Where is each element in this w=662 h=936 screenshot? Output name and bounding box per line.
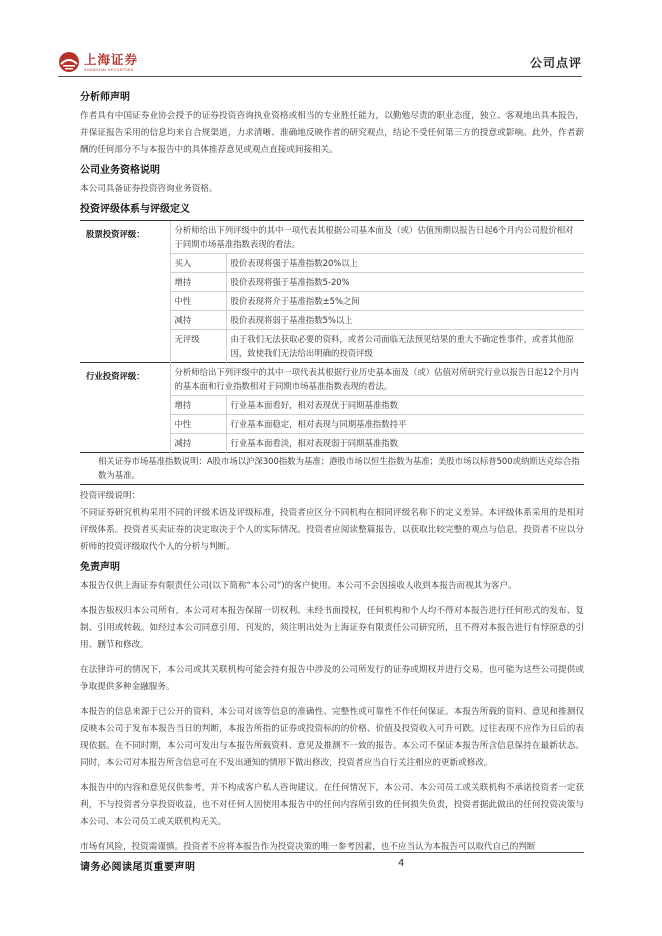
rating-level-desc: 行业基本面稳定，相对表现与同期基准指数持平 [226,415,584,434]
rating-level-desc: 由于我们无法获取必要的资料，或者公司面临无法预见结果的重大不确定性事件，或者其他原因，致使我们无法给出明确的投资评级 [226,330,584,363]
rating-level-name: 增持 [170,273,226,292]
disclaimer-paragraph: 本报告中的内容和意见仅供参考，并不构成客户私人咨询建议。在任何情况下，本公司、本公司员工或关联机构不承诺投资者一定获利，不与投资者分享投资收益，也不对任何人因使用本报告中的任何内容所引致的任何损失负责，投资者据此做出的任何投资决策与本公司、本公司员工或关联机构无关。 [80,783,584,827]
page-footer [80,852,584,872]
company-logo[interactable] [58,50,138,74]
benchmark-note: 相关证券市场基准指数说明：A股市场以沪深300指数为基准；港股市场以恒生指数为基准；美股市场以标普500或纳斯达克综合指数为基准。 [80,453,584,485]
page-header [58,44,582,80]
page-number: 4 [398,858,405,869]
rating-level-name: 买入 [170,254,226,273]
rating-level-name: 减持 [170,434,226,453]
disclaimer-title: 免责声明 [80,562,120,573]
disclaimer-paragraph: 市场有风险，投资需谨慎。投资者不应将本报告作为投资决策的唯一参考因素，也不应当认为本报告可以取代自己的判断 [80,842,536,852]
rating-level-desc: 股价表现将弱于基准指数5%以上 [226,311,584,330]
rating-explain-label: 投资评级说明： [80,491,141,501]
disclaimer-paragraph: 本报告版权归本公司所有，本公司对本报告保留一切权利。未经书面授权，任何机构和个人均不得对本报告进行任何形式的发布、复制、引用或转载。如经过本公司同意引用、刊发的，须注明出处为上海证券有限责任公司研究所，且不得对本报告进行有悖原意的引用、删节和修改。 [80,606,584,650]
stock-rating-label: 股票投资评级： [80,221,170,363]
rating-level-desc: 股价表现将强于基准指数20%以上 [226,254,584,273]
rating-explain-body: 不同证券研究机构采用不同的评级术语及评级标准，投资者应区分不同机构在相同评级名称下的定义差异。本评级体系采用的是相对评级体系。投资者买卖证券的决定取决于个人的实际情况。投资者应阅读整篇报告，以获取比较完整的观点与信息，投资者不应以分析师的投资评级取代个人的分析与判断。 [80,508,584,552]
logo-name-cn: 上海证券 [84,51,139,67]
sunrise-logo-icon [58,51,80,73]
rating-level-name: 增持 [170,396,226,415]
logo-name-en: SHANGHAI SECURITIES [84,66,134,72]
rating-definition-table [80,220,584,485]
document-type-label: 公司点评 [529,56,582,70]
footer-notice: 请务必阅读尾页重要声明 [80,862,196,873]
industry-rating-definition: 分析师给出下列评级中的其中一项代表其根据行业历史基本面及（或）估值对所研究行业以报告日起12个月内的基本面和行业指数相对于同期市场基准指数表现的看法。 [170,363,584,396]
table-row [80,221,584,254]
rating-level-desc: 股价表现将强于基准指数5-20% [226,273,584,292]
table-row [80,453,584,485]
disclaimer-paragraph: 在法律许可的情况下，本公司或其关联机构可能会持有报告中涉及的公司所发行的证券或期权并进行交易，也可能为这些公司提供或争取提供多种金融服务。 [80,665,584,692]
rating-level-name: 减持 [170,311,226,330]
rating-system-title: 投资评级体系与评级定义 [80,204,190,215]
rating-level-name: 中性 [170,292,226,311]
business-qualification-body: 本公司具备证券投资咨询业务资格。 [80,184,218,194]
rating-level-desc: 行业基本面看淡，相对表现弱于同期基准指数 [226,434,584,453]
analyst-statement-body: 作者具有中国证券业协会授予的证券投资咨询执业资格或相当的专业胜任能力，以勤勉尽责的职业态度，独立、客观地出具本报告，并保证报告采用的信息均来自合规渠道，力求清晰、准确地反映作者的研究观点，结论不受任何第三方的授意或影响。此外，作者薪酬的任何部分不与本报告中的具体推荐意见或观点直接或间接相关。 [80,111,584,155]
stock-rating-definition: 分析师给出下列评级中的其中一项代表其根据公司基本面及（或）估值预期以报告日起6个月内公司股价相对于同期市场基准指数表现的看法。 [170,221,584,254]
rating-level-name: 中性 [170,415,226,434]
business-qualification-title: 公司业务资格说明 [80,165,160,176]
main-content [80,86,584,856]
disclaimer-paragraph: 本报告的信息来源于已公开的资料，本公司对该等信息的准确性、完整性或可靠性不作任何保证。本报告所载的资料、意见和推测仅反映本公司于发布本报告当日的判断，本报告所指的证券或投资标的的价格、价值及投资收入可升可跌。过往表现不应作为日后的表现依据。在不同时期，本公司可发出与本报告所载资料、意见及推测不一致的报告。本公司不保证本报告所含信息保持在最新状态。同时，本公司对本报告所含信息可在不发出通知的情形下做出修改，投资者应当自行关注相应的更新或修改。 [80,707,584,768]
rating-level-desc: 股价表现将介于基准指数±5%之间 [226,292,584,311]
rating-level-name: 无评级 [170,330,226,363]
industry-rating-label: 行业投资评级： [80,363,170,453]
rating-level-desc: 行业基本面看好，相对表现优于同期基准指数 [226,396,584,415]
analyst-statement-title: 分析师声明 [80,92,130,103]
disclaimer-paragraph: 本报告仅供上海证券有限责任公司(以下简称“本公司”)的客户使用。本公司不会因接收人收到本报告而视其为客户。 [80,581,517,591]
table-row [80,363,584,396]
header-divider [58,76,582,77]
